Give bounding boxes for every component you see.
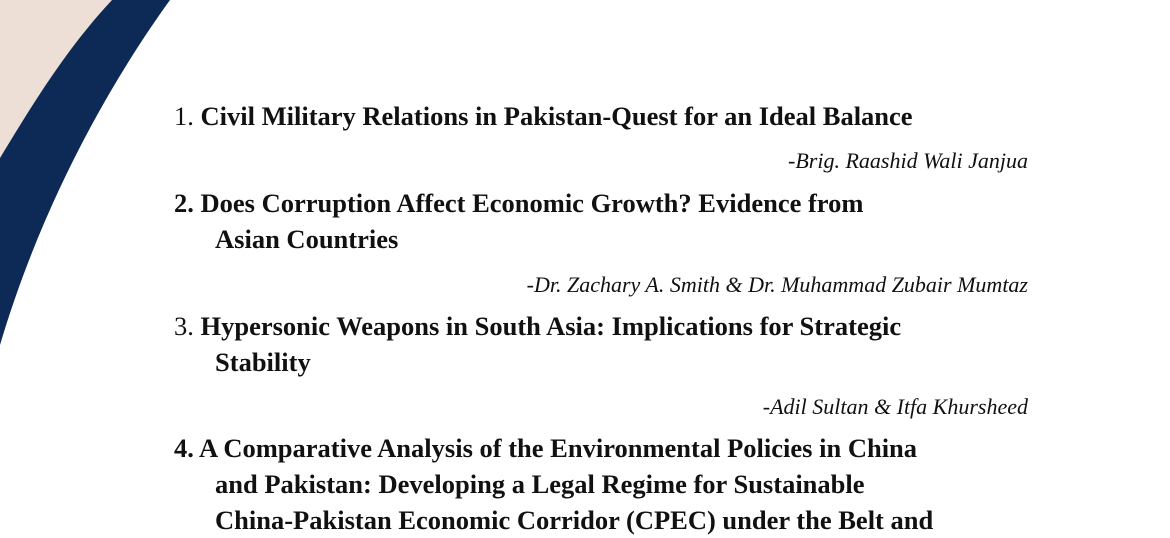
article-title-3-line-2: Stability — [215, 347, 311, 377]
article-title-4-line-3: China-Pakistan Economic Corridor (CPEC) under the Belt and — [215, 505, 934, 535]
article-number-4: 4. — [174, 433, 194, 463]
article-title-4[interactable] — [174, 430, 933, 538]
article-title-3[interactable] — [174, 308, 901, 380]
article-title-4-line-2: and Pakistan: Developing a Legal Regime for Sustainable — [215, 469, 865, 499]
article-author-3: -Adil Sultan & Itfa Khursheed — [762, 394, 1028, 419]
article-title-3-line-1: Hypersonic Weapons in South Asia: Implications for Strategic — [200, 311, 902, 341]
article-number-3: 3. — [174, 311, 194, 341]
article-number-1: 1. — [174, 101, 194, 131]
article-title-2-line-2: Asian Countries — [215, 224, 399, 254]
article-title-1[interactable] — [174, 98, 913, 134]
article-title-2[interactable] — [174, 185, 863, 257]
article-author-1: -Brig. Raashid Wali Janjua — [788, 148, 1028, 173]
article-title-2-line-1: Does Corruption Affect Economic Growth? Evidence from — [200, 188, 864, 218]
article-title-4-line-1: A Comparative Analysis of the Environmental Policies in China — [199, 433, 918, 463]
article-title-1-line-1: Civil Military Relations in Pakistan-Quest for an Ideal Balance — [200, 101, 913, 131]
article-author-2: -Dr. Zachary A. Smith & Dr. Muhammad Zubair Mumtaz — [526, 272, 1028, 297]
article-number-2: 2. — [174, 188, 194, 218]
